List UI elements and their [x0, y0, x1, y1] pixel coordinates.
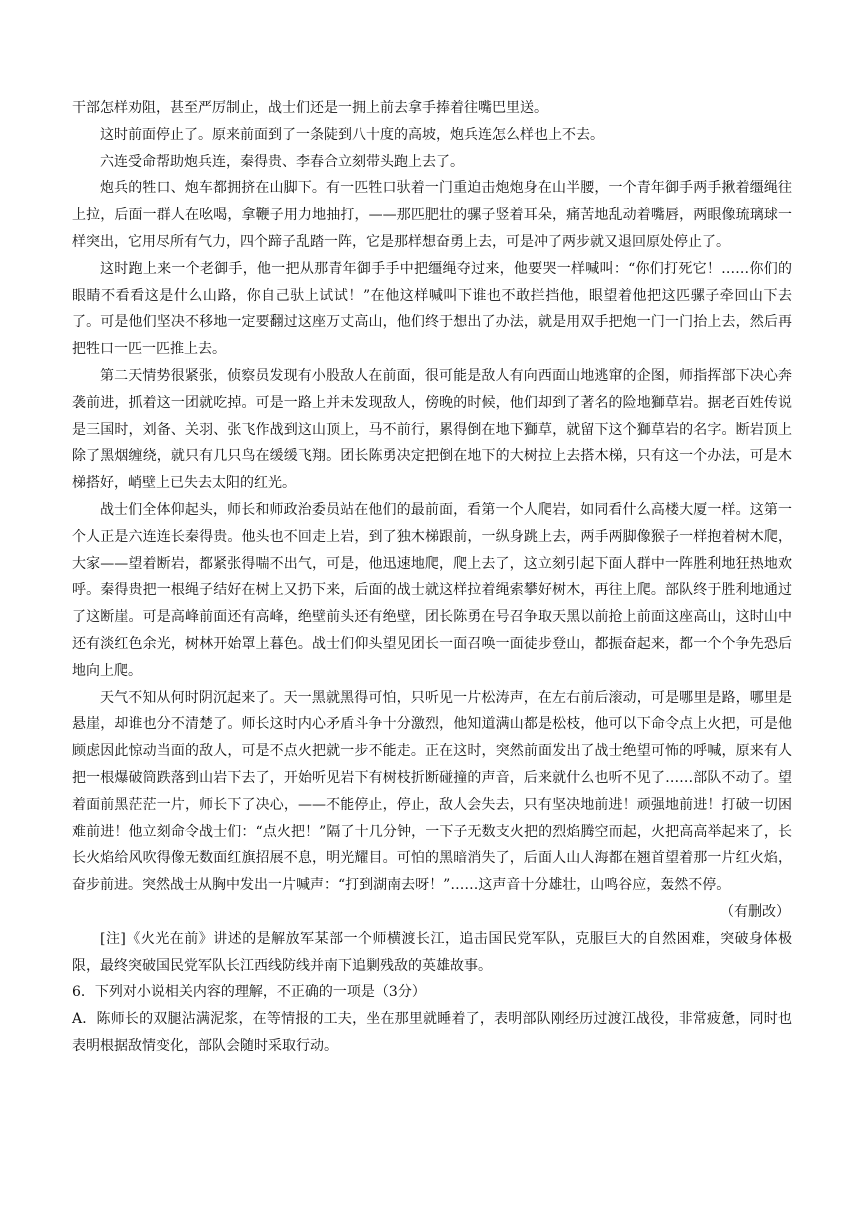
source-note: （有删改）: [720, 903, 790, 920]
passage-paragraph-1: 干部怎样劝阻，甚至严厉制止，战士们还是一拥上前去拿手捧着往嘴巴里送。: [72, 100, 548, 116]
passage-paragraph-2: 这时前面停止了。原来前面到了一条陡到八十度的高坡，炮兵连怎么样也上不去。: [100, 126, 604, 143]
annotation-note: [注]《火光在前》讲述的是解放军某部一个师横渡长江，追击国民党军队，克服巨大的自然困难，突破身体极限，最终突破国民党军队长江西线防线并南下追剿残敌的英雄故事。: [72, 930, 792, 974]
question-stem: 6．下列对小说相关内容的理解，不正确的一项是（3分）: [72, 984, 426, 1001]
reading-passage: [72, 95, 792, 1060]
passage-paragraph-6: 第二天情势很紧张，侦察员发现有小股敌人在前面，很可能是敌人有向西面山地逃窜的企图，师指挥部下决心奔袭前进，抓着这一团就吃掉。可是一路上并未发现敌人，傍晚的时候，他们却到了著名的险地獅草岩。据老百姓传说是三国时，刘备、关羽、张飞作战到这山顶上，马不前行，累得倒在地下獅草，就留下这个獅草岩的名字。断岩顶上除了黑烟缠绕，就只有几只鸟在缓缓飞翔。团长陈勇决定把倒在地下的大树拉上去搭木梯，只有这一个办法，可是木梯搭好，峭壁上已失去太阳的红光。: [72, 367, 792, 492]
passage-paragraph-5: 这时跑上来一个老御手，他一把从那青年御手手中把缰绳夺过来，他要哭一样喊叫：“你们打死它！……你们的眼睛不看看这是什么山路，你自己驮上试试！”在他这样喊叫下谁也不敢拦挡他，眼望着他把这匹骡子牵回山下去了。可是他们坚决不移地一定要翻过这座万丈高山，他们终于想出了办法，就是用双手把炮一门一门抬上去，然后再把牲口一匹一匹推上去。: [72, 260, 792, 358]
question-option-a: A．陈师长的双腿沾满泥浆，在等情报的工夫，坐在那里就睡着了，表明部队刚经历过渡江战役，非常疲惫，同时也表明根据敌情变化，部队会随时采取行动。: [72, 1011, 792, 1054]
passage-paragraph-4: 炮兵的牲口、炮车都拥挤在山脚下。有一匹牲口驮着一门重迫击炮炮身在山半腰，一个青年御手两手揪着缰绳往上拉，后面一群人在吆喝，拿鞭子用力地抽打，——那匹肥壮的骡子竖着耳朵，痛苦地乱动着嘴唇，两眼像琉璃球一样突出，它用尽所有气力，四个蹄子乱踏一阵，它是那样想奋勇上去，可是冲了两步就又退回原处停止了。: [72, 180, 792, 250]
passage-paragraph-3: 六连受命帮助炮兵连，秦得贵、李春合立刻带头跑上去了。: [100, 153, 464, 170]
passage-paragraph-8: 天气不知从何时阴沉起来了。天一黑就黑得可怕，只听见一片松涛声，在左右前后滚动，可是哪里是路，哪里是悬崖，却谁也分不清楚了。师长这时内心矛盾斗争十分激烈，他知道满山都是松枝，他可以下命令点上火把，可是他顾虑因此惊动当面的敌人，可是不点火把就一步不能走。正在这时，突然前面发出了战士绝望可怖的呼喊，原来有人把一根爆破筒跌落到山岩下去了，开始听见岩下有树枝折断碰撞的声音，后来就什么也听不见了……部队不动了。望着面前黑茫茫一片，师长下了决心，——不能停止，停止，敌人会失去，只有坚决地前进！顽强地前进！打破一切困难前进！他立刻命令战士们：“点火把！”隔了十几分钟，一下子无数支火把的烈焰腾空而起，火把高高举起来了，长长火焰给风吹得像无数面红旗招展不息，明光耀目。可怕的黑暗消失了，后面人山人海都在翘首望着那一片红火焰，奋步前进。突然战士从胸中发出一片喊声：“打到湖南去呀！”……这声音十分雄壮，山鸣谷应，轰然不停。: [72, 689, 792, 894]
passage-paragraph-7: 战士们全体仰起头，师长和师政治委员站在他们的最前面，看第一个人爬岩，如同看什么高楼大厦一样。这第一个人正是六连连长秦得贵。他头也不回走上岩，到了独木梯跟前，一纵身跳上去，两手两脚像猴子一样抱着树木爬，大家——望着断岩，都紧张得喘不出气，可是，他迅速地爬，爬上去了，这立刻引起下面人群中一阵胜利地狂热地欢呼。秦得贵把一根绳子结好在树上又扔下来，后面的战士就这样拉着绳索攀好树木，再往上爬。部队终于胜利地通过了这断崖。可是高峰前面还有高峰，绝壁前头还有绝壁，团长陈勇在号召争取天黑以前抢上前面这座高山，这时山中还有淡红色余光，树林开始罩上暮色。战士们仰头望见团长一面召唤一面徒步登山，都振奋起来，都一个个争先恐后地向上爬。: [72, 501, 792, 679]
